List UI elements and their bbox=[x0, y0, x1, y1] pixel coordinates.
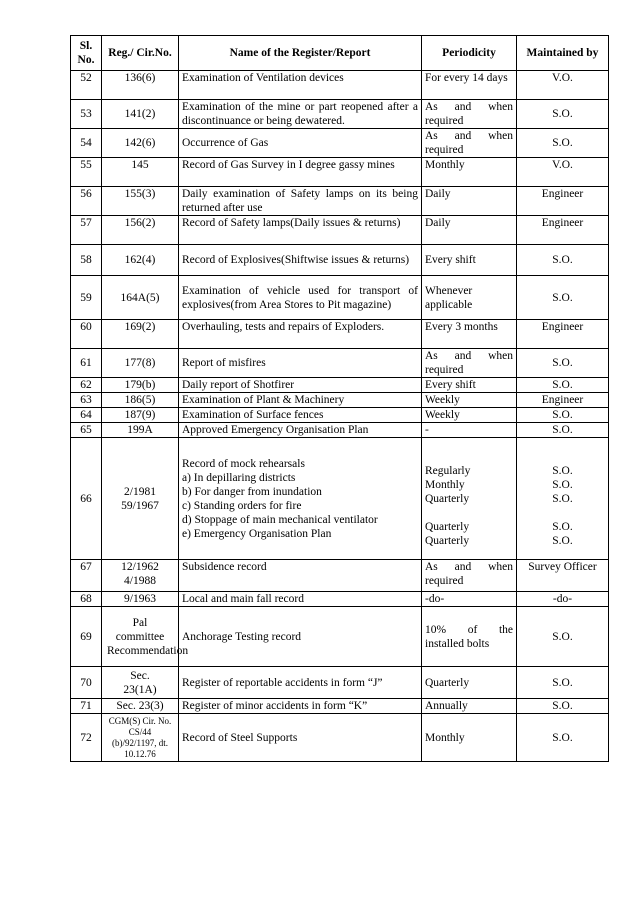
table-row bbox=[71, 592, 609, 607]
period-cell: As and when required bbox=[422, 349, 517, 378]
reg-cell: 141(2) bbox=[102, 100, 179, 129]
sl-cell: 56 bbox=[71, 187, 102, 216]
header-sl: Sl. No. bbox=[71, 36, 102, 71]
reg-cell: 179(b) bbox=[102, 378, 179, 393]
reg-cell: 142(6) bbox=[102, 129, 179, 158]
sl-cell: 69 bbox=[71, 607, 102, 667]
sl-cell: 72 bbox=[71, 714, 102, 762]
name-cell: Anchorage Testing record bbox=[179, 607, 422, 667]
sl-cell: 66 bbox=[71, 438, 102, 560]
reg-cell bbox=[102, 438, 179, 560]
sl-cell: 62 bbox=[71, 378, 102, 393]
by-spacer bbox=[520, 506, 605, 520]
table-row bbox=[71, 245, 609, 276]
name-cell: Record of Explosives(Shiftwise issues & returns) bbox=[179, 245, 422, 276]
period-cell: As and when required bbox=[422, 129, 517, 158]
name-cell: Approved Emergency Organisation Plan bbox=[179, 423, 422, 438]
period-cell: Weekly bbox=[422, 408, 517, 423]
by-cell: S.O. bbox=[517, 699, 609, 714]
reg-cell: 187(9) bbox=[102, 408, 179, 423]
mock-item: b) For danger from inundation bbox=[182, 485, 322, 498]
period-cell: -do- bbox=[422, 592, 517, 607]
sl-cell: 71 bbox=[71, 699, 102, 714]
table-row bbox=[71, 714, 609, 762]
period-line: Quarterly bbox=[425, 520, 470, 533]
reg-cell: Sec. 23(1A) bbox=[102, 667, 179, 699]
reg-cell: 162(4) bbox=[102, 245, 179, 276]
period-cell: Monthly bbox=[422, 714, 517, 762]
reg-cell: 199A bbox=[102, 423, 179, 438]
sl-cell: 64 bbox=[71, 408, 102, 423]
reg-cell: 164A(5) bbox=[102, 276, 179, 320]
name-cell: Register of minor accidents in form “K” bbox=[179, 699, 422, 714]
sl-cell: 57 bbox=[71, 216, 102, 245]
period-line: Regularly bbox=[425, 464, 471, 477]
by-cell: S.O. bbox=[517, 276, 609, 320]
by-cell: V.O. bbox=[517, 71, 609, 100]
name-cell: Examination of vehicle used for transport of explosives(from Area Stores to Pit magazine) bbox=[179, 276, 422, 320]
reg-cell: 136(6) bbox=[102, 71, 179, 100]
name-cell: Local and main fall record bbox=[179, 592, 422, 607]
registers-table bbox=[70, 35, 609, 762]
by-cell: Engineer bbox=[517, 216, 609, 245]
reg-line: 2/1981 bbox=[124, 485, 156, 498]
table-row bbox=[71, 71, 609, 100]
table-row bbox=[71, 607, 609, 667]
table-row bbox=[71, 393, 609, 408]
reg-cell: 186(5) bbox=[102, 393, 179, 408]
by-cell: S.O. bbox=[517, 349, 609, 378]
period-cell: Daily bbox=[422, 187, 517, 216]
reg-line: 59/1967 bbox=[121, 499, 159, 512]
table-row bbox=[71, 423, 609, 438]
name-cell: Daily report of Shotfirer bbox=[179, 378, 422, 393]
by-cell: S.O. bbox=[517, 245, 609, 276]
reg-line: 12/1962 bbox=[121, 561, 159, 573]
mock-item: c) Standing orders for fire bbox=[182, 499, 302, 512]
by-cell: S.O. bbox=[517, 100, 609, 129]
mock-item: e) Emergency Organisation Plan bbox=[182, 527, 332, 540]
name-cell: Subsidence record bbox=[179, 560, 422, 592]
name-cell: Examination of the mine or part reopened after a discontinuance or being dewatered. bbox=[179, 100, 422, 129]
by-cell bbox=[517, 438, 609, 560]
mock-item: a) In depillaring districts bbox=[182, 471, 296, 484]
reg-cell: 155(3) bbox=[102, 187, 179, 216]
period-cell: As and when required bbox=[422, 100, 517, 129]
period-cell: For every 14 days bbox=[422, 71, 517, 100]
period-cell: Every shift bbox=[422, 378, 517, 393]
reg-cell: Pal committee Recommendation bbox=[102, 607, 179, 667]
mock-item: d) Stoppage of main mechanical ventilator bbox=[182, 513, 378, 526]
name-cell: Report of misfires bbox=[179, 349, 422, 378]
period-cell: As and when required bbox=[422, 560, 517, 592]
table-row-mock-rehearsals bbox=[71, 438, 609, 560]
by-cell: S.O. bbox=[517, 423, 609, 438]
sl-cell: 53 bbox=[71, 100, 102, 129]
period-cell: Daily bbox=[422, 216, 517, 245]
header-periodicity: Periodicity bbox=[422, 36, 517, 71]
table-row bbox=[71, 560, 609, 592]
period-line: Quarterly bbox=[425, 534, 470, 547]
period-cell bbox=[422, 438, 517, 560]
by-cell: S.O. bbox=[517, 714, 609, 762]
sl-cell: 59 bbox=[71, 276, 102, 320]
sl-cell: 70 bbox=[71, 667, 102, 699]
name-cell: Daily examination of Safety lamps on its being returned after use bbox=[179, 187, 422, 216]
period-cell: Whenever applicable bbox=[422, 276, 517, 320]
by-cell: S.O. bbox=[517, 408, 609, 423]
table-row bbox=[71, 320, 609, 349]
by-line: S.O. bbox=[552, 520, 573, 533]
table-row bbox=[71, 349, 609, 378]
by-cell: Engineer bbox=[517, 320, 609, 349]
reg-cell bbox=[102, 560, 179, 592]
sl-cell: 55 bbox=[71, 158, 102, 187]
name-cell: Record of Gas Survey in I degree gassy mines bbox=[179, 158, 422, 187]
period-cell: 10% of the installed bolts bbox=[422, 607, 517, 667]
table-row bbox=[71, 378, 609, 393]
sl-cell: 63 bbox=[71, 393, 102, 408]
sl-cell: 65 bbox=[71, 423, 102, 438]
table-row bbox=[71, 100, 609, 129]
name-cell: Examination of Surface fences bbox=[179, 408, 422, 423]
header-name: Name of the Register/Report bbox=[179, 36, 422, 71]
by-cell: S.O. bbox=[517, 129, 609, 158]
by-cell: Survey Officer bbox=[517, 560, 609, 592]
reg-cell: 177(8) bbox=[102, 349, 179, 378]
table-row bbox=[71, 276, 609, 320]
by-cell: Engineer bbox=[517, 187, 609, 216]
name-cell: Overhauling, tests and repairs of Exploders. bbox=[179, 320, 422, 349]
by-cell: S.O. bbox=[517, 378, 609, 393]
reg-cell: 169(2) bbox=[102, 320, 179, 349]
name-cell: Record of Steel Supports bbox=[179, 714, 422, 762]
name-cell: Examination of Plant & Machinery bbox=[179, 393, 422, 408]
by-cell: V.O. bbox=[517, 158, 609, 187]
period-cell: Monthly bbox=[422, 158, 517, 187]
by-cell: S.O. bbox=[517, 667, 609, 699]
period-cell: Annually bbox=[422, 699, 517, 714]
period-cell: Quarterly bbox=[422, 667, 517, 699]
period-line: Quarterly bbox=[425, 492, 470, 505]
header-maintained-by: Maintained by bbox=[517, 36, 609, 71]
header-reg: Reg./ Cir.No. bbox=[102, 36, 179, 71]
name-cell: Examination of Ventilation devices bbox=[179, 71, 422, 100]
by-line: S.O. bbox=[552, 492, 573, 505]
sl-cell: 52 bbox=[71, 71, 102, 100]
period-spacer bbox=[425, 506, 513, 520]
name-cell bbox=[179, 438, 422, 560]
by-cell: -do- bbox=[517, 592, 609, 607]
reg-cell: 145 bbox=[102, 158, 179, 187]
period-cell: - bbox=[422, 423, 517, 438]
name-cell: Record of Safety lamps(Daily issues & returns) bbox=[179, 216, 422, 245]
header-row bbox=[71, 36, 609, 71]
by-line: S.O. bbox=[552, 464, 573, 477]
by-line: S.O. bbox=[552, 478, 573, 491]
name-cell: Occurrence of Gas bbox=[179, 129, 422, 158]
name-cell: Register of reportable accidents in form “J” bbox=[179, 667, 422, 699]
period-line: Monthly bbox=[425, 478, 465, 491]
table-row bbox=[71, 667, 609, 699]
table-row bbox=[71, 216, 609, 245]
period-cell: Every 3 months bbox=[422, 320, 517, 349]
sl-cell: 61 bbox=[71, 349, 102, 378]
reg-cell: Sec. 23(3) bbox=[102, 699, 179, 714]
by-line: S.O. bbox=[552, 534, 573, 547]
reg-line: 4/1988 bbox=[124, 575, 156, 587]
period-cell: Every shift bbox=[422, 245, 517, 276]
sl-cell: 60 bbox=[71, 320, 102, 349]
period-cell: Weekly bbox=[422, 393, 517, 408]
table-row bbox=[71, 187, 609, 216]
sl-cell: 67 bbox=[71, 560, 102, 592]
sl-cell: 58 bbox=[71, 245, 102, 276]
table-row bbox=[71, 699, 609, 714]
reg-cell: 156(2) bbox=[102, 216, 179, 245]
table-row bbox=[71, 158, 609, 187]
sl-cell: 68 bbox=[71, 592, 102, 607]
mock-title: Record of mock rehearsals bbox=[182, 457, 305, 470]
by-cell: Engineer bbox=[517, 393, 609, 408]
sl-cell: 54 bbox=[71, 129, 102, 158]
table-row bbox=[71, 408, 609, 423]
table-row bbox=[71, 129, 609, 158]
reg-cell: 9/1963 bbox=[102, 592, 179, 607]
by-cell: S.O. bbox=[517, 607, 609, 667]
reg-cell: CGM(S) Cir. No. CS/44 (b)/92/1197, dt. 10.12.76 bbox=[102, 714, 179, 762]
